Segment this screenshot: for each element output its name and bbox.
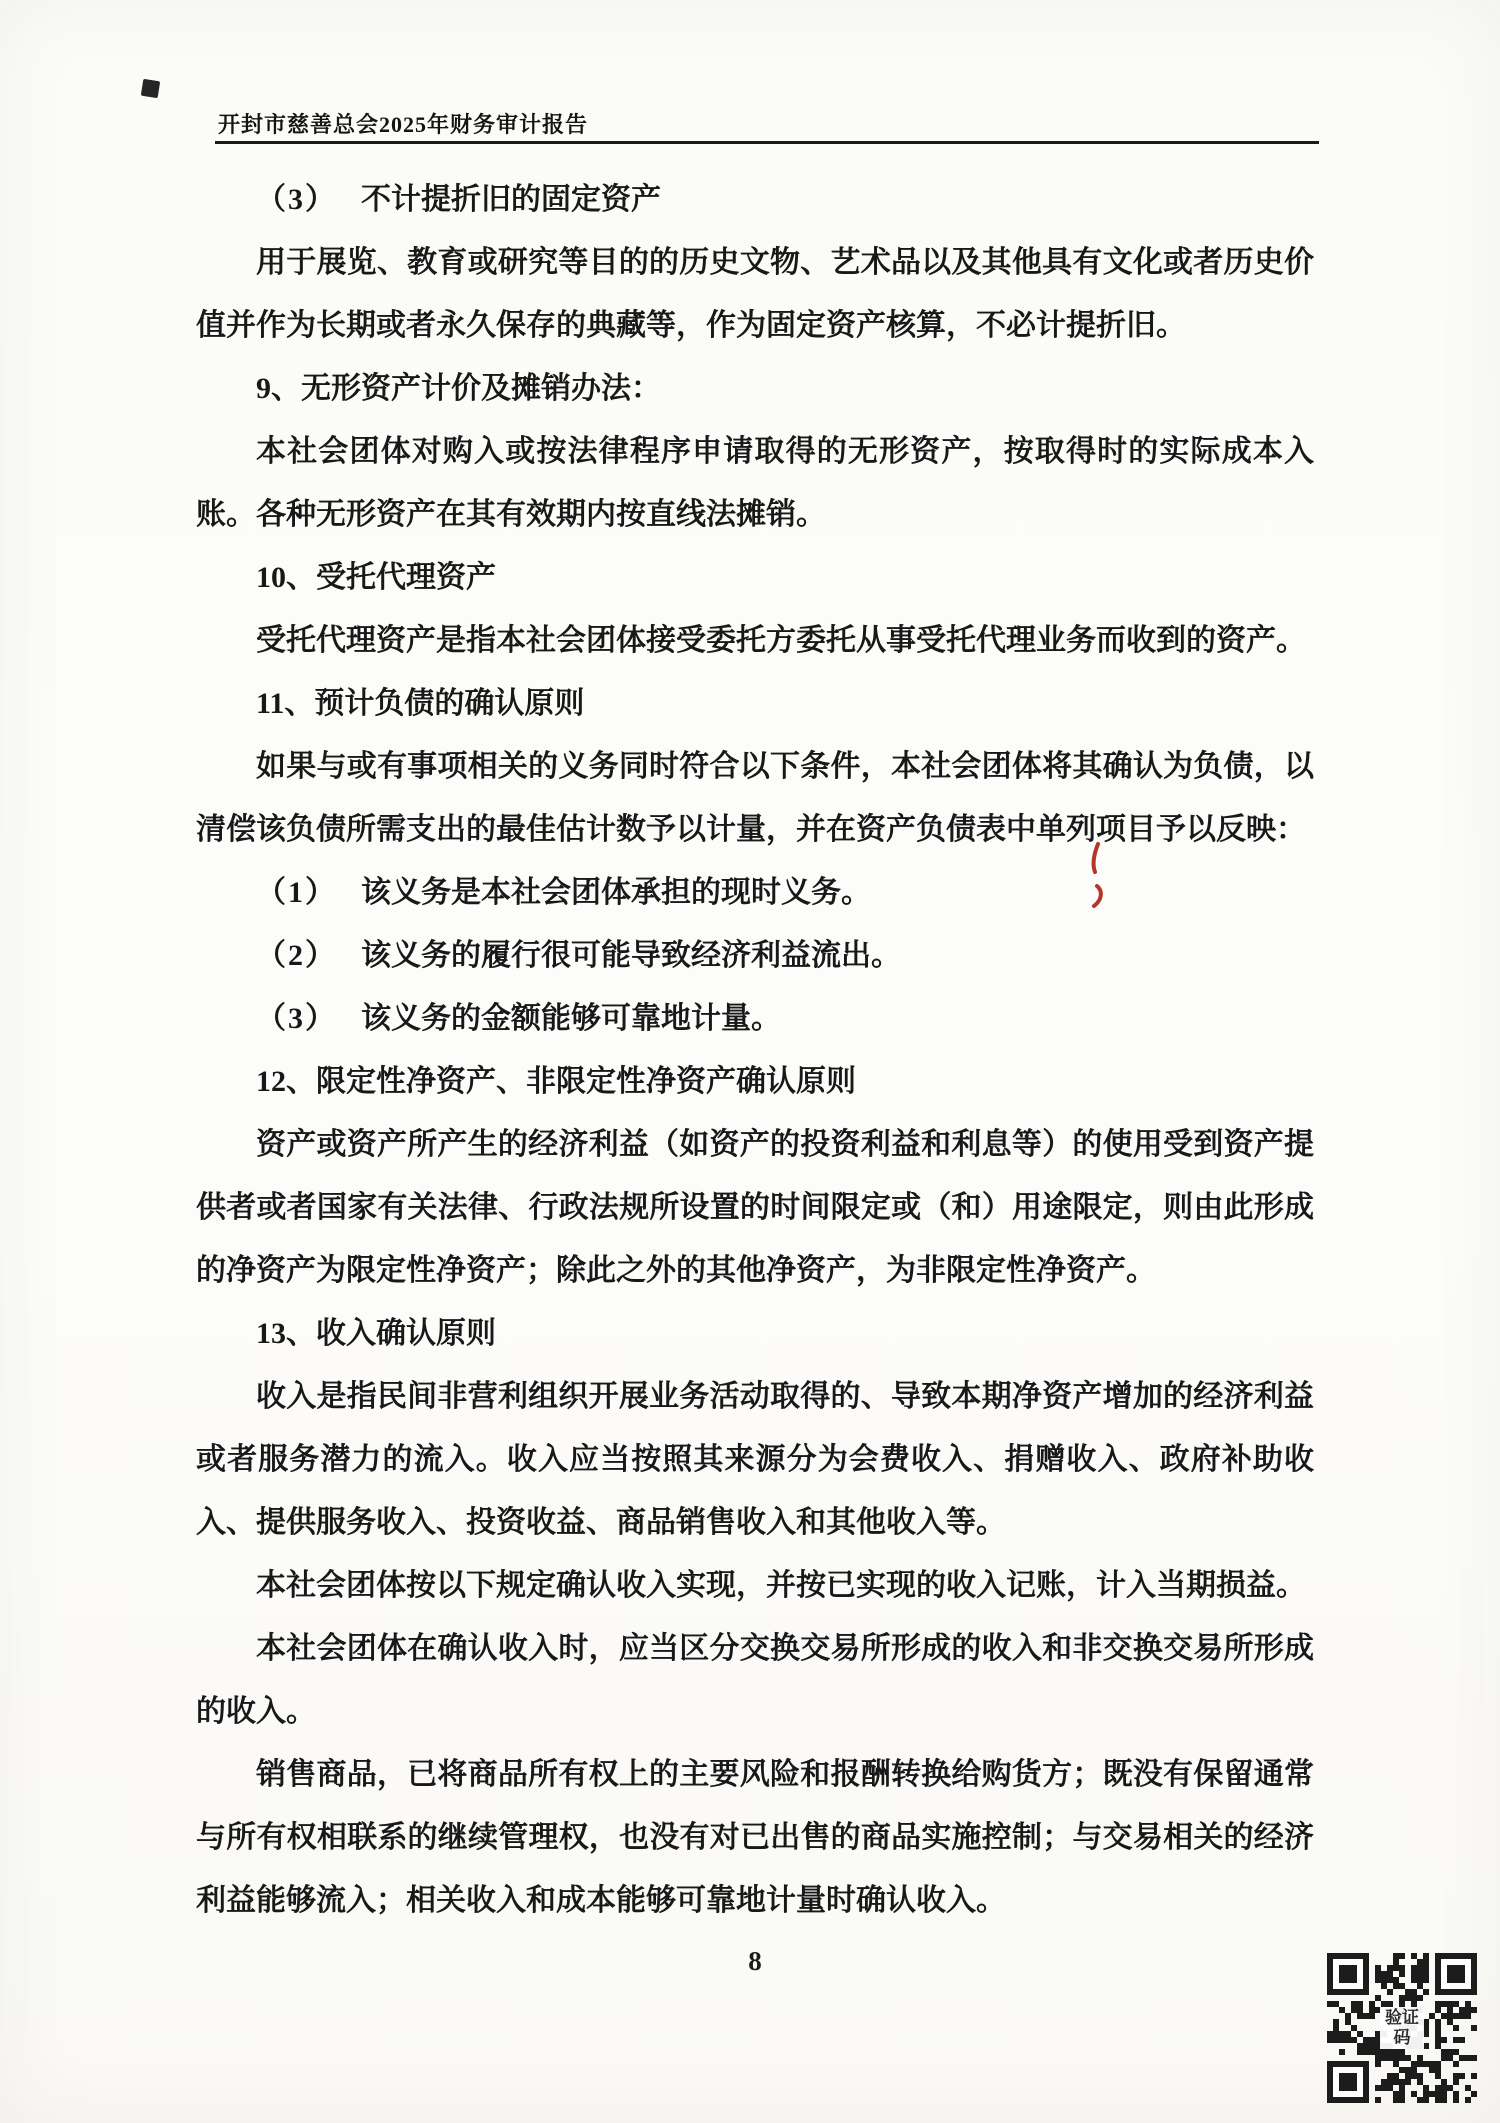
red-pen-marks xyxy=(1082,838,1126,914)
numbered-item xyxy=(196,168,1314,231)
numbered-item xyxy=(196,924,1314,987)
numbered-item xyxy=(196,987,1314,1050)
report-header-title: 开封市慈善总会2025年财务审计报告 xyxy=(218,112,589,137)
paragraph: 用于展览、教育或研究等目的的历史文物、艺术品以及其他具有文化或者历史价值并作为长期或者永久保存的典藏等，作为固定资产核算，不必计提折旧。 xyxy=(196,246,1314,342)
item-text: 不计提折旧的固定资产 xyxy=(361,183,661,216)
section-heading: 10、受托代理资产 xyxy=(256,561,496,594)
qr-code xyxy=(1327,1953,1477,2103)
scan-artifact xyxy=(141,79,160,98)
item-number: （2） xyxy=(256,939,337,972)
paragraph: 受托代理资产是指本社会团体接受委托方委托从事受托代理业务而收到的资产。 xyxy=(256,624,1306,657)
paragraph: 本社会团体在确认收入时，应当区分交换交易所形成的收入和非交换交易所形成的收入。 xyxy=(196,1632,1314,1728)
qr-code-label: 验证码 xyxy=(1380,2007,1424,2049)
item-number: （3） xyxy=(256,183,337,216)
paragraph: 本社会团体按以下规定确认收入实现，并按已实现的收入记账，计入当期损益。 xyxy=(256,1569,1306,1602)
paragraph: 如果与或有事项相关的义务同时符合以下条件，本社会团体将其确认为负债，以清偿该负债所需支出的最佳估计数予以计量，并在资产负债表中单列项目予以反映： xyxy=(196,750,1314,846)
item-text: 该义务是本社会团体承担的现时义务。 xyxy=(361,876,871,909)
paragraph: 销售商品，已将商品所有权上的主要风险和报酬转换给购货方；既没有保留通常与所有权相联系的继续管理权，也没有对已出售的商品实施控制；与交易相关的经济利益能够流入；相关收入和成本能够可靠地计量时确认收入。 xyxy=(196,1758,1314,1917)
page-number: 8 xyxy=(748,1946,762,1976)
section-heading: 11、预计负债的确认原则 xyxy=(256,687,585,720)
section-heading: 13、收入确认原则 xyxy=(256,1317,496,1350)
paragraph: 本社会团体对购入或按法律程序申请取得的无形资产，按取得时的实际成本入账。各种无形资产在其有效期内按直线法摊销。 xyxy=(196,435,1314,531)
numbered-item xyxy=(196,861,1314,924)
item-number: （1） xyxy=(256,876,337,909)
item-number: （3） xyxy=(256,1002,337,1035)
document-body xyxy=(196,168,1314,1932)
section-heading: 12、限定性净资产、非限定性净资产确认原则 xyxy=(256,1065,856,1098)
section-heading: 9、无形资产计价及摊销办法： xyxy=(256,372,661,405)
paragraph: 资产或资产所产生的经济利益（如资产的投资利益和利息等）的使用受到资产提供者或者国家有关法律、行政法规所设置的时间限定或（和）用途限定，则由此形成的净资产为限定性净资产；除此之外的其他净资产，为非限定性净资产。 xyxy=(196,1128,1314,1287)
header-underline xyxy=(215,141,1319,144)
item-text: 该义务的金额能够可靠地计量。 xyxy=(361,1002,781,1035)
paragraph: 收入是指民间非营利组织开展业务活动取得的、导致本期净资产增加的经济利益或者服务潜力的流入。收入应当按照其来源分为会费收入、捐赠收入、政府补助收入、提供服务收入、投资收益、商品销售收入和其他收入等。 xyxy=(196,1380,1314,1539)
item-text: 该义务的履行很可能导致经济利益流出。 xyxy=(361,939,901,972)
